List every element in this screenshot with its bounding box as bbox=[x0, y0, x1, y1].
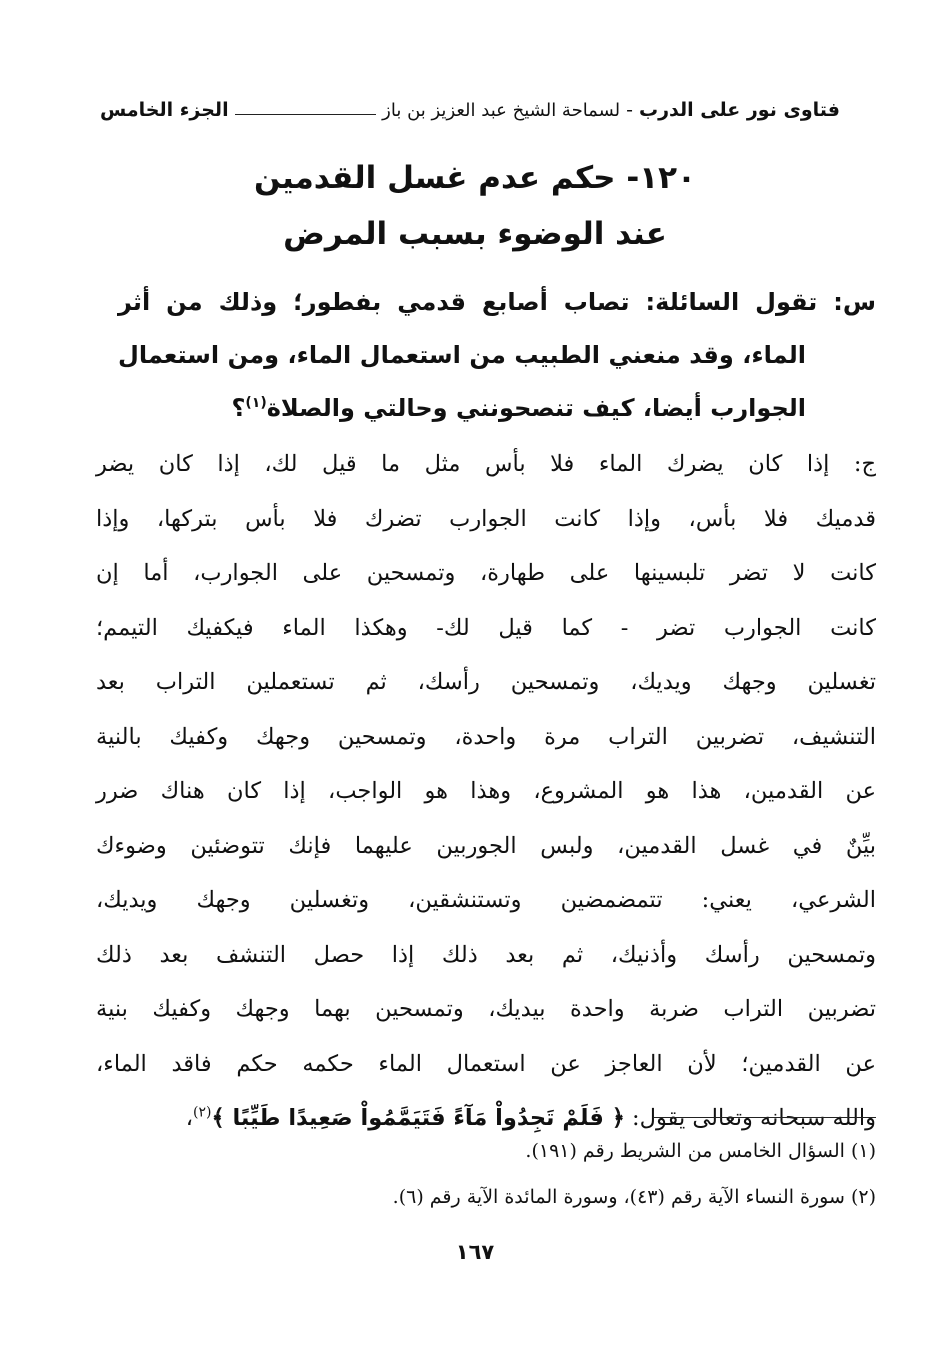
chapter-heading bbox=[150, 150, 800, 262]
footnote-1: (١) السؤال الخامس من الشريط رقم (١٩١). bbox=[525, 1140, 876, 1162]
answer-block bbox=[96, 437, 876, 1146]
answer-line: قدميك فلا بأس، وإذا كانت الجوارب تضرك فلا بأس بتركها، وإذا bbox=[96, 505, 876, 532]
chapter-title-line-1: ١٢٠- حكم عدم غسل القدمين bbox=[254, 160, 696, 196]
answer-line: عن القدمين؛ لأن العاجز عن استعمال الماء حكمه حكم فاقد الماء، bbox=[96, 1050, 876, 1077]
quran-verse: ﴿ فَلَمْ تَجِدُواْ مَآءً فَتَيَمَّمُواْ صَعِيدًا طَيِّبًا ﴾ bbox=[211, 1105, 625, 1131]
answer-line: بيِّنٌ في غسل القدمين، ولبس الجوربين عليهما فإنك تتوضئين وضوءك bbox=[96, 832, 876, 859]
answer-line: تضربين التراب ضربة واحدة بيديك، وتمسحين بهما وجهك وكفيك بنية bbox=[96, 996, 876, 1022]
header-rule bbox=[235, 114, 377, 115]
answer-line: ج: إذا كان يضرك الماء فلا بأس مثل ما قيل لك، إذا كان يضر bbox=[96, 451, 876, 477]
footnotes bbox=[300, 1128, 876, 1220]
question-line: الماء، وقد منعني الطبيب من استعمال الماء، ومن استعمال bbox=[118, 341, 806, 369]
footnote-ref-1: (١) bbox=[245, 395, 267, 411]
header-part: الجزء الخامس bbox=[100, 99, 229, 121]
footnote-rule bbox=[653, 1117, 876, 1118]
question-end-mark: ؟ bbox=[231, 394, 246, 422]
answer-line: كانت الجوارب تضر - كما قيل لك- وهكذا الماء فيكفيك التيمم؛ bbox=[96, 614, 876, 641]
header-author: لسماحة الشيخ عبد العزيز بن باز bbox=[382, 99, 621, 121]
answer-line: كانت لا تضر تلبسينها على طهارة، وتمسحين على الجوارب، أما إن bbox=[96, 560, 876, 586]
answer-line: الشرعي، يعني: تتمضمضين وتستنشقين، وتغسلين وجهك ويديك، bbox=[96, 887, 876, 913]
question-line-text: الجوارب أيضا، كيف تنصحونني وحالتي والصلاة bbox=[266, 394, 806, 422]
answer-line: التنشيف، تضربين التراب مرة واحدة، وتمسحين وجهك وكفيك بالنية bbox=[96, 723, 876, 750]
footnote-ref-2: (٢) bbox=[193, 1104, 212, 1121]
footnote-2: (٢) سورة النساء الآية رقم (٤٣)، وسورة المائدة الآية رقم (٦). bbox=[392, 1186, 876, 1208]
answer-line: عن القدمين، هذا هو المشروع، وهذا هو الواجب، إذا كان هناك ضرر bbox=[96, 778, 876, 804]
answer-line: وتمسحين رأسك وأذنيك، ثم بعد ذلك إذا حصل التنشف بعد ذلك bbox=[96, 941, 876, 968]
answer-last-line-suffix: ، bbox=[185, 1105, 193, 1131]
page-number: ١٦٧ bbox=[455, 1240, 495, 1264]
header-separator: - bbox=[626, 99, 633, 121]
question-block bbox=[118, 276, 876, 435]
question-line: س: تقول السائلة: تصاب أصابع قدمي بفطور؛ وذلك من أثر bbox=[118, 288, 876, 316]
header-book-title: فتاوى نور على الدرب bbox=[639, 99, 840, 121]
answer-last-line-prefix: والله سبحانه وتعالى يقول: bbox=[624, 1105, 876, 1131]
answer-line: تغسلين وجهك ويديك، وتمسحين رأسك، ثم تستعملين التراب بعد bbox=[96, 669, 876, 695]
question-line-last bbox=[118, 382, 876, 435]
chapter-title-line-2: عند الوضوء بسبب المرض bbox=[283, 216, 667, 252]
running-header bbox=[100, 90, 840, 130]
